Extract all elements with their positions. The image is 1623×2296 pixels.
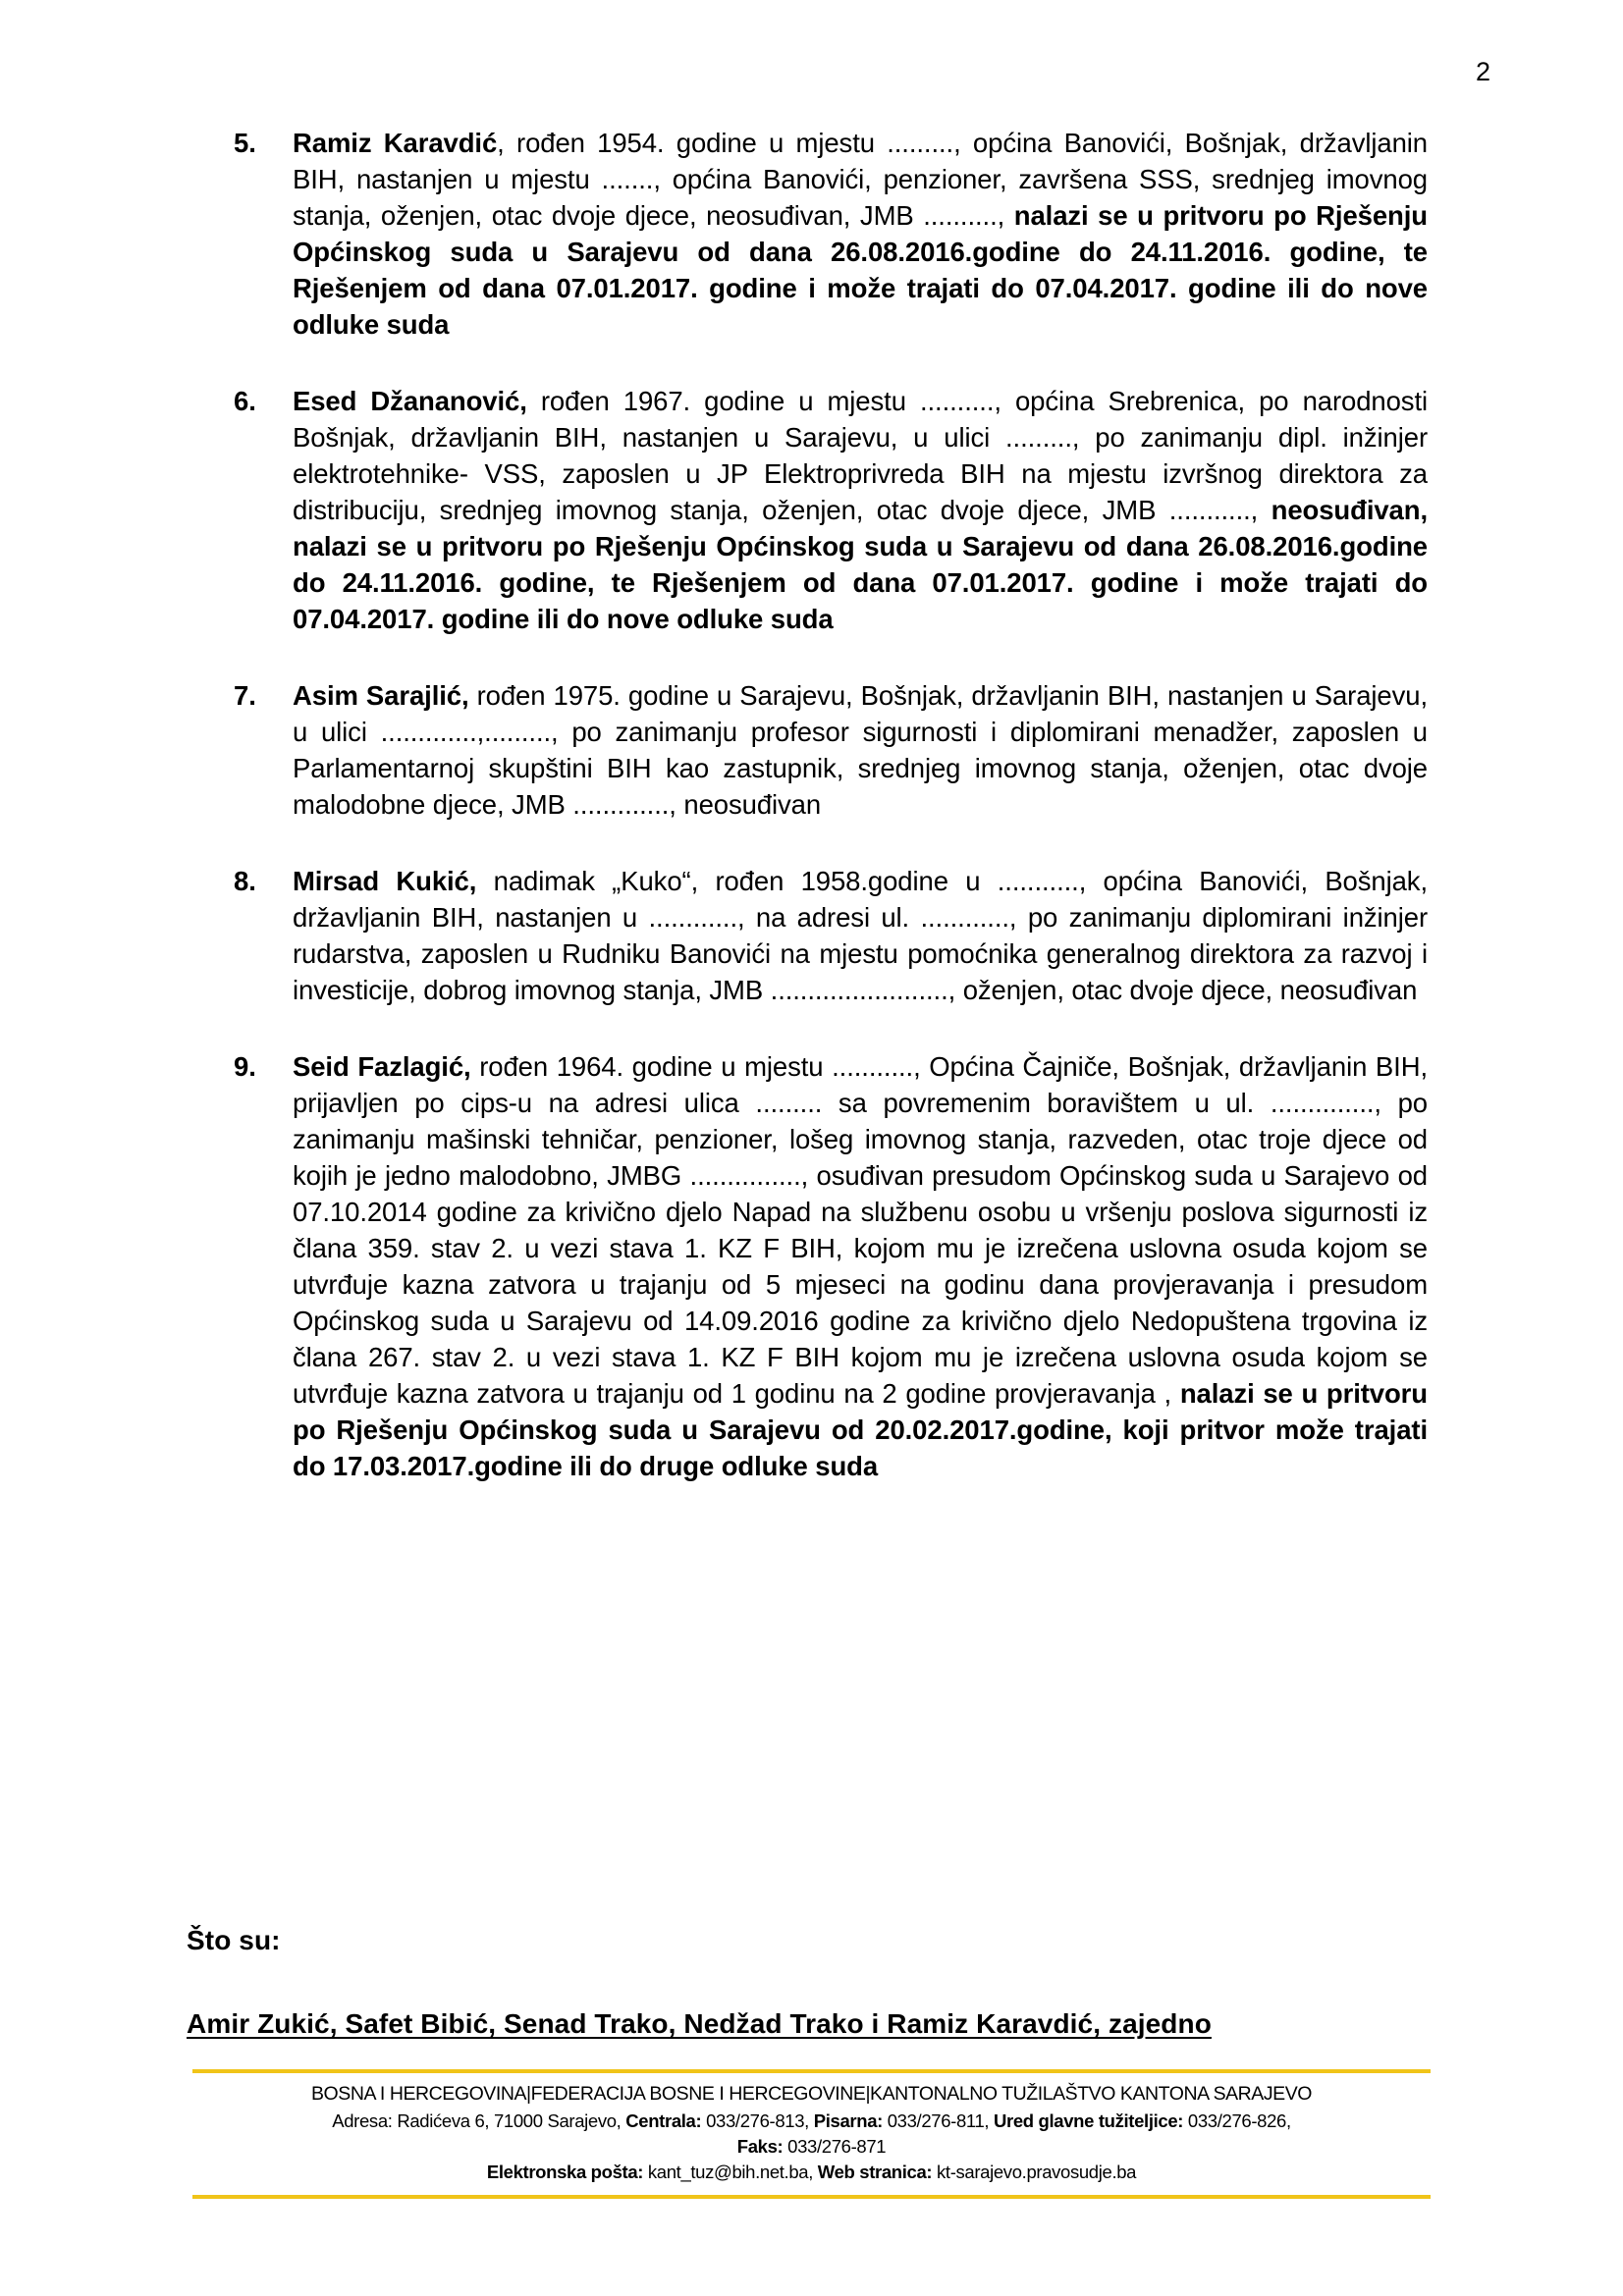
list-item-text — [293, 126, 1428, 344]
footer-label-ured: Ured glavne tužiteljice: — [994, 2109, 1184, 2131]
accused-names-line: Amir Zukić, Safet Bibić, Senad Trako, Nedžad Trako i Ramiz Karavdić, zajedno — [187, 2008, 1212, 2039]
footer-address-text: Adresa: Radićeva 6, 71000 Sarajevo, — [332, 2109, 626, 2131]
list-item — [234, 678, 1428, 824]
item-bold-text: neosuđivan, nalazi se u pritvoru po Rješenju Općinskog suda u Sarajevu od dana 26.08.2016.godine do 24.11.2016. godine, te Rješenjem od dana 07.01.2017. godine i može trajati do 07.04.2017. godine ili do nove odluke suda — [293, 494, 1428, 634]
footer-web-value: kt-sarajevo.pravosudje.ba — [932, 2162, 1137, 2183]
list-item-text — [293, 384, 1428, 638]
item-plain-text: rođen 1967. godine u mjestu .........., općina Srebrenica, po narodnosti Bošnjak, državljanin BIH, nastanjen u Sarajevu, u ulici ........., po zanimanju dipl. inžinjer elektrotehnike- VSS, zaposlen u JP Elektroprivreda BIH na mjestu izvršnog direktora za distribuciju, srednjeg imovnog stanja, oženjen, otac dvoje djece, JMB ..........., — [293, 385, 1428, 525]
footer-label-faks: Faks: — [736, 2135, 784, 2157]
item-bold-text: nalazi se u pritvoru po Rješenju Općinskog suda u Sarajevu od 20.02.2017.godine, koji pritvor može trajati do 17.03.2017.godine ili do druge odluke suda — [293, 1377, 1428, 1481]
footer-text-block — [192, 2073, 1431, 2191]
numbered-list — [234, 126, 1428, 1484]
footer-phone-centrala: 033/276-813, — [701, 2109, 814, 2131]
person-name: Asim Sarajlić, — [293, 679, 469, 711]
item-plain-text: nadimak „Kuko“, rođen 1958.godine u ..........., općina Banovići, Bošnjak, državljanin BIH, nastanjen u ............, na adresi ul. ............, po zanimanju diplomirani inžinjer rudarstva, zaposlen u Rudniku Banovići na mjestu pomoćnika generalnog direktora za razvoj i investicije, dobrog imovnog stanja, JMB ........................, oženjen, otac dvoje djece, neosuđivan — [293, 865, 1428, 1005]
footer-fax-number: 033/276-871 — [783, 2135, 887, 2157]
list-item — [234, 864, 1428, 1009]
list-item-number: 8. — [234, 865, 256, 896]
page-number: 2 — [1475, 57, 1490, 86]
list-item-text — [293, 678, 1428, 824]
person-name: Seid Fazlagić, — [293, 1050, 471, 1082]
item-bold-text: nalazi se u pritvoru po Rješenju Općinskog suda u Sarajevu od dana 26.08.2016.godine do 24.11.2016. godine, te Rješenjem od dana 07.01.2017. godine i može trajati do 07.04.2017. godine ili do nove odluke suda — [293, 199, 1428, 340]
list-item-number: 5. — [234, 128, 256, 158]
list-item-number: 7. — [234, 679, 256, 711]
document-body — [234, 126, 1428, 1484]
item-plain-text: , rođen 1954. godine u mjestu ........., općina Banovići, Bošnjak, državljanin BIH, nastanjen u mjestu ......., općina Banovići, penzioner, završena SSS, srednjeg imovnog stanja, oženjen, otac dvoje djece, neosuđivan, JMB .........., — [293, 128, 1428, 231]
list-item — [234, 126, 1428, 344]
footer-institution-line: BOSNA I HERCEGOVINA|FEDERACIJA BOSNE I HERCEGOVINE|KANTONALNO TUŽILAŠTVO KANTONA SARAJEVO — [311, 2083, 1312, 2105]
list-item-number: 9. — [234, 1050, 256, 1082]
footer-contact-line — [192, 2160, 1431, 2185]
footer-phone-ured: 033/276-826, — [1183, 2109, 1291, 2131]
page-footer — [192, 2069, 1431, 2199]
footer-address-line — [192, 2109, 1431, 2134]
person-name: Esed Džananović, — [293, 385, 527, 416]
list-item-text — [293, 864, 1428, 1009]
person-name: Ramiz Karavdić — [293, 128, 498, 158]
footer-fax-line — [192, 2134, 1431, 2160]
item-plain-text: rođen 1975. godine u Sarajevu, Bošnjak, državljanin BIH, nastanjen u Sarajevu, u ulici .............,........., po zanimanju profesor sigurnosti i diplomirani menadžer, zaposlen u Parlamentarnoj skupštini BIH kao zastupnik, srednjeg imovnog stanja, oženjen, otac dvoje malodobne djece, JMB ............., neosuđivan — [293, 679, 1429, 820]
list-item — [234, 1049, 1428, 1485]
footer-bottom-rule — [192, 2195, 1431, 2199]
footer-label-pisarna: Pisarna: — [813, 2109, 883, 2131]
footer-label-web: Web stranica: — [817, 2162, 933, 2183]
list-item-text — [293, 1049, 1428, 1485]
list-item-number: 6. — [234, 385, 256, 416]
footer-label-email: Elektronska pošta: — [486, 2162, 644, 2183]
section-heading-sto-su: Što su: — [187, 1925, 281, 1955]
footer-label-centrala: Centrala: — [625, 2109, 702, 2131]
footer-email-value: kant_tuz@bih.net.ba, — [643, 2162, 818, 2183]
list-item — [234, 384, 1428, 638]
item-plain-text: rođen 1964. godine u mjestu ..........., Općina Čajniče, Bošnjak, državljanin BIH, prijavljen po cips-u na adresi ulica ......... sa povremenim boravištem u ul. .............., po zanimanju mašinski tehničar, penzioner, lošeg imovnog stanja, razveden, otac troje djece od kojih je jedno malodobno, JMBG ..............., osuđivan presudom Općinskog suda u Sarajevo od 07.10.2014 godine za krivično djelo Napad na službenu osobu u vršenju poslova sigurnosti iz člana 359. stav 2. u vezi stava 1. KZ F BIH, kojom mu je izrečena uslovna osuda kojom se utvrđuje kazna zatvora u trajanju od 5 mjeseci na godinu dana provjeravanja i presudom Općinskog suda u Sarajevu od 14.09.2016 godine za krivično djelo Nedopuštena trgovina iz člana 267. stav 2. u vezi stava 1. KZ F BIH kojom mu je izrečena uslovna osuda kojom se utvrđuje kazna zatvora u trajanju od 1 godinu na 2 godine provjeravanja , — [293, 1050, 1429, 1409]
person-name: Mirsad Kukić, — [293, 865, 477, 896]
footer-phone-pisarna: 033/276-811, — [882, 2109, 994, 2131]
